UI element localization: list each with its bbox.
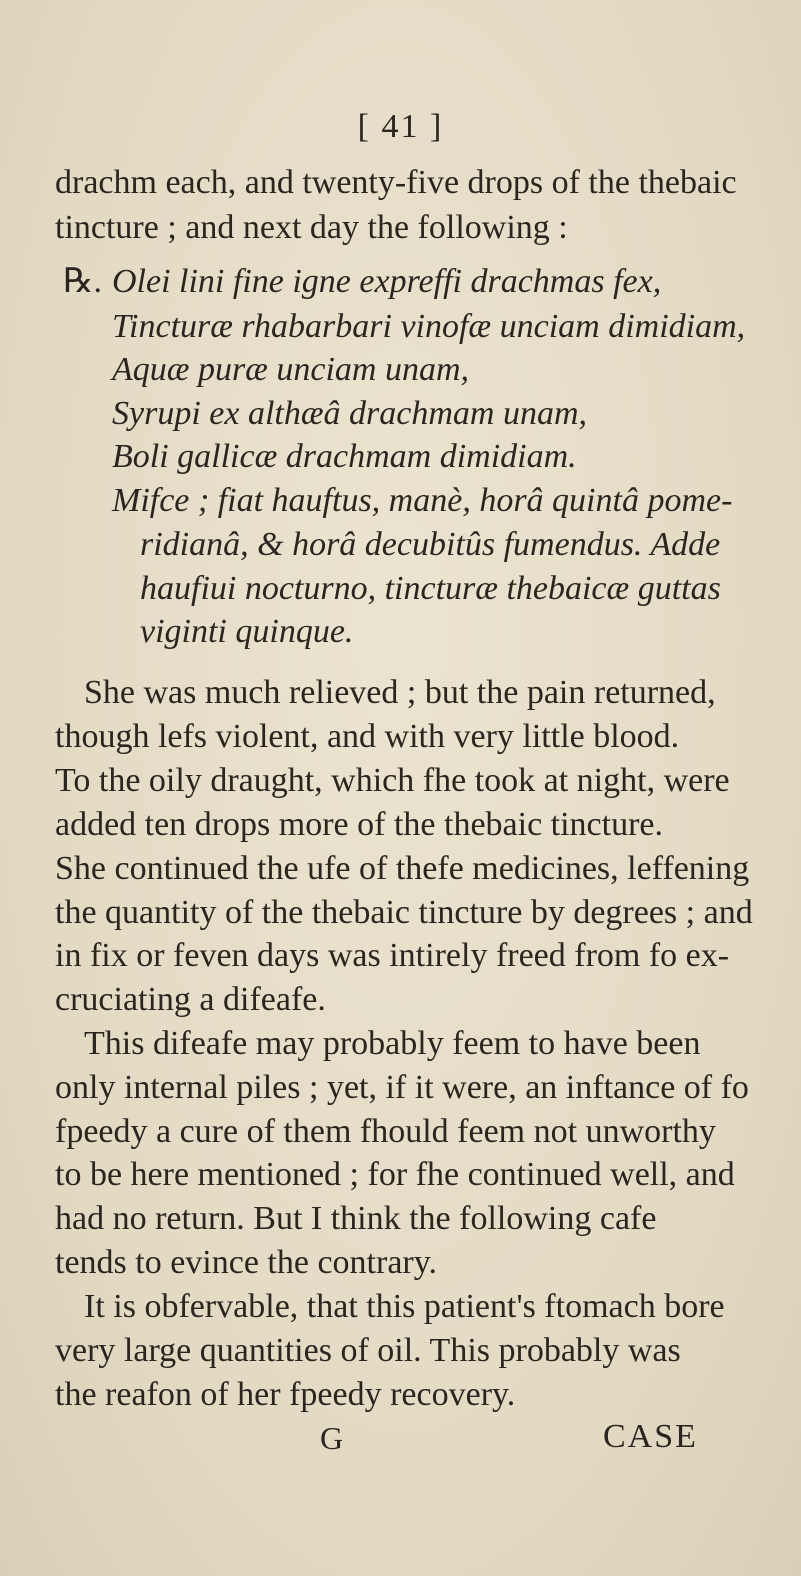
body-line-9: This difeafe may probably feem to have been: [84, 1025, 701, 1062]
rx-line-2: Tincturæ rhabarbari vinofæ unciam dimidiam,: [112, 308, 746, 345]
catchword: CASE: [603, 1418, 698, 1455]
body-line-3: To the oily draught, which fhe took at night, were: [55, 762, 730, 799]
rx-line-5: Boli gallicæ drachmam dimidiam.: [112, 438, 577, 475]
body-line-13: had no return. But I think the following cafe: [55, 1200, 657, 1237]
recipe-symbol: ℞.: [63, 263, 102, 300]
page-number: [ 41 ]: [357, 108, 444, 145]
body-line-16: very large quantities of oil. This probably was: [55, 1332, 681, 1369]
rx-line-1: Olei lini fine igne expreffi drachmas fex,: [112, 263, 662, 300]
signature-mark: G: [320, 1420, 344, 1456]
rx-line-8: haufiui nocturno, tincturæ thebaicæ guttas: [140, 570, 721, 607]
body-line-11: fpeedy a cure of them fhould feem not unworthy: [55, 1113, 716, 1150]
body-line-6: the quantity of the thebaic tincture by degrees ; and: [55, 894, 753, 931]
body-line-10: only internal piles ; yet, if it were, an inftance of fo: [55, 1069, 749, 1106]
rx-line-7: ridianâ, & horâ decubitûs fumendus. Adde: [140, 526, 721, 563]
body-line-8: cruciating a difeafe.: [55, 981, 326, 1018]
body-line-1: She was much relieved ; but the pain returned,: [84, 674, 716, 711]
intro-line-1: drachm each, and twenty-five drops of the thebaic: [55, 164, 737, 201]
rx-line-4: Syrupi ex althæâ drachmam unam,: [112, 395, 588, 432]
rx-line-9: viginti quinque.: [140, 613, 354, 650]
rx-line-3: Aquæ puræ unciam unam,: [112, 351, 469, 388]
body-line-5: She continued the ufe of thefe medicines, leffening: [55, 850, 750, 887]
body-line-12: to be here mentioned ; for fhe continued well, and: [55, 1156, 735, 1193]
body-line-15: It is obfervable, that this patient's ftomach bore: [84, 1288, 725, 1325]
body-line-17: the reafon of her fpeedy recovery.: [55, 1376, 516, 1413]
body-line-14: tends to evince the contrary.: [55, 1244, 438, 1281]
body-line-7: in fix or feven days was intirely freed from fo ex-: [55, 937, 730, 974]
rx-line-6: Mifce ; fiat hauftus, manè, horâ quintâ pome-: [112, 482, 733, 519]
intro-line-2: tincture ; and next day the following :: [55, 209, 568, 246]
body-line-2: though lefs violent, and with very little blood.: [55, 718, 680, 755]
body-line-4: added ten drops more of the thebaic tincture.: [55, 806, 663, 843]
